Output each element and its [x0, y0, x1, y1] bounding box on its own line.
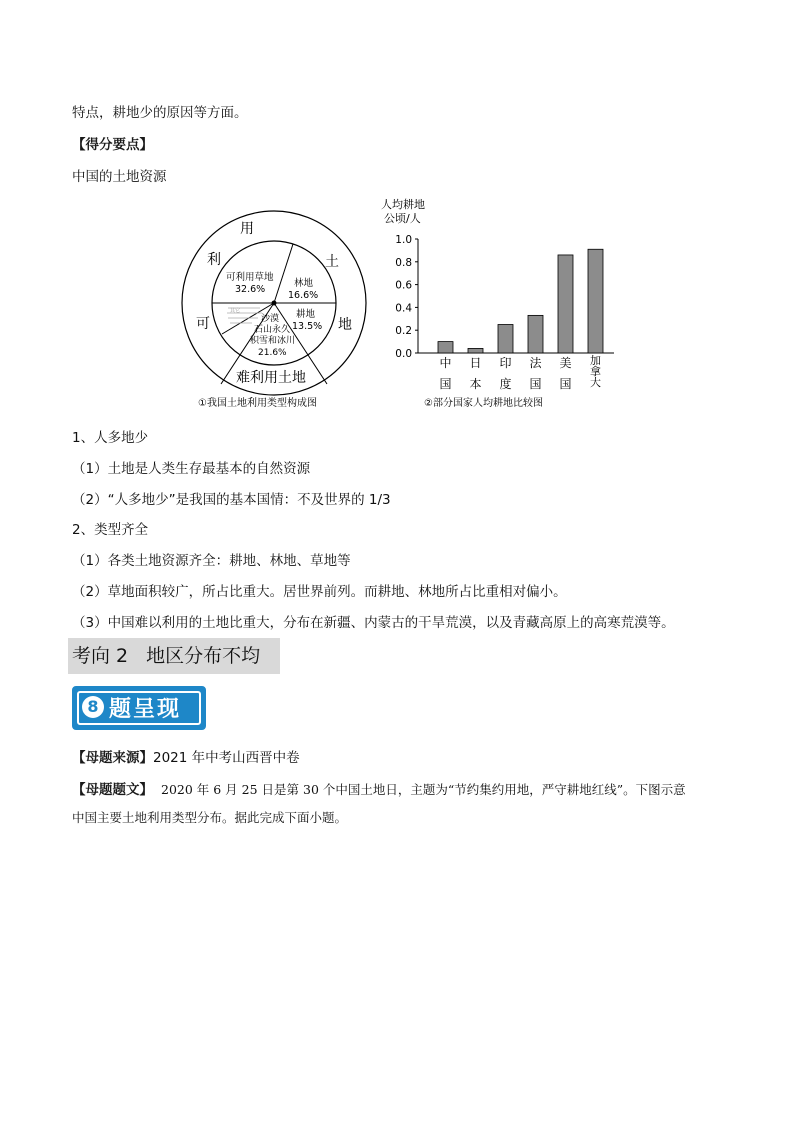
badge-text: 题呈现	[109, 697, 182, 722]
x-tick-label-char: 中	[439, 356, 452, 370]
question-line-2: 中国主要土地利用类型分布。据此完成下面小题。	[72, 810, 348, 825]
y-tick-label: 0.6	[395, 279, 412, 292]
pie-caption: ①我国土地利用类型构成图	[198, 398, 317, 409]
bar-法国	[528, 315, 543, 353]
hard-value: 21.6%	[258, 348, 287, 358]
farmland-per-capita-bar-chart	[376, 195, 626, 415]
ring-label-di: 地	[338, 317, 352, 333]
forest-value: 16.6%	[288, 290, 319, 301]
y-axis-label-line2: 公顷/人	[384, 212, 421, 225]
point-1-1: （1）土地是人类生存最基本的自然资源	[72, 461, 311, 477]
question-label: 【母题题文】	[72, 782, 153, 798]
bar-chart-caption: ②部分国家人均耕地比较图	[424, 398, 543, 409]
grass-name: 可利用草地	[226, 272, 274, 283]
y-axis-label-line1: 人均耕地	[381, 198, 425, 211]
bar-日本	[468, 348, 483, 353]
x-tick-label-char: 大	[590, 376, 601, 389]
forest-name: 林地	[294, 278, 314, 289]
section-heading	[68, 638, 280, 674]
point-2: 2、类型齐全	[72, 522, 149, 538]
intro-line: 特点，耕地少的原因等方面。	[72, 105, 248, 121]
x-tick-label-char: 印	[499, 356, 512, 370]
section-number: 考向 2	[72, 645, 129, 667]
y-tick-label: 0.2	[395, 325, 412, 338]
hard-line1: 沙漠	[261, 314, 280, 324]
x-tick-label-char: 国	[559, 377, 572, 391]
x-tick-label-char: 法	[529, 356, 542, 370]
y-tick-label: 1.0	[395, 234, 412, 246]
land-use-pie-diagram	[170, 200, 370, 415]
bar-中国	[438, 342, 453, 353]
ring-label-tu: 土	[325, 254, 339, 270]
x-tick-label-char: 拿	[590, 365, 601, 378]
x-tick-label-char: 国	[439, 377, 452, 391]
x-tick-label-char: 加	[590, 354, 601, 367]
point-2-3: （3）中国难以利用的土地比重大，分布在新疆、内蒙古的干旱荒漠，以及青藏高原上的高寒荒漠等。	[72, 615, 675, 631]
x-tick-label-char: 日	[469, 356, 482, 370]
source-text: 2021 年中考山西晋中卷	[153, 750, 300, 766]
other-tiny-label: 其它	[230, 308, 241, 314]
x-tick-label-char: 美	[559, 356, 572, 370]
question-badge	[72, 686, 206, 730]
badge-number-icon: 8	[82, 696, 104, 718]
score-points-label: 【得分要点】	[72, 137, 153, 153]
question-line-1	[72, 778, 686, 798]
x-tick-label-char: 度	[499, 377, 512, 391]
ring-label-yong: 用	[240, 221, 254, 237]
bar-美国	[558, 255, 573, 353]
hard-line2: 石山永久	[254, 325, 291, 335]
point-1: 1、人多地少	[72, 430, 149, 446]
bar-加拿大	[588, 249, 603, 353]
y-tick-label: 0.8	[395, 256, 412, 269]
center-dot	[272, 301, 277, 306]
ring-label-li: 利	[207, 252, 221, 268]
question-text-1: 2020 年 6 月 25 日是第 30 个中国土地日，主题为“节约集约用地，严守耕地红线”。下图示意	[161, 782, 686, 797]
ring-label-ke: 可	[196, 316, 210, 332]
y-tick-label: 0.0	[395, 348, 412, 360]
source-label: 【母题来源】	[72, 750, 153, 766]
point-2-1: （1）各类土地资源齐全：耕地、林地、草地等	[72, 553, 351, 569]
ring-label-hard: 难利用土地	[236, 370, 306, 386]
source-line	[72, 746, 300, 766]
x-tick-label-char: 本	[469, 377, 482, 391]
hard-line3: 积雪和冰川	[250, 336, 296, 346]
x-tick-label-char: 国	[529, 377, 542, 391]
section-title: 地区分布不均	[146, 645, 261, 667]
farmland-value: 13.5%	[292, 321, 323, 332]
y-tick-label: 0.4	[395, 302, 412, 315]
point-2-2: （2）草地面积较广，所占比重大。居世界前列。而耕地、林地所占比重相对偏小。	[72, 584, 567, 600]
subtitle: 中国的土地资源	[72, 169, 167, 185]
farmland-name: 耕地	[296, 309, 316, 320]
grass-value: 32.6%	[235, 284, 266, 295]
bar-印度	[498, 325, 513, 354]
point-1-2: （2）“人多地少”是我国的基本国情：不及世界的 1/3	[72, 492, 391, 508]
